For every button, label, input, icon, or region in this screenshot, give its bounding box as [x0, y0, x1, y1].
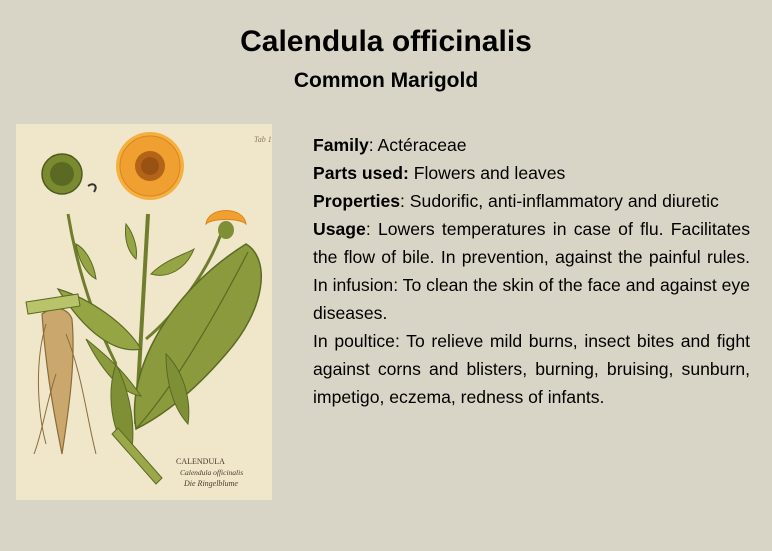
page-subtitle: Common Marigold — [293, 69, 479, 92]
properties-value: : Sudorific, anti-inflammatory and diuretic — [400, 191, 719, 211]
properties-line — [313, 187, 750, 215]
properties-label: Properties — [313, 191, 401, 211]
parts-value: Flowers and leaves — [408, 163, 566, 183]
parts-line — [313, 159, 750, 187]
family-label: Family — [313, 135, 369, 155]
botanical-illustration — [16, 124, 272, 500]
poultice-line: In poultice: To relieve mild burns, insect bites and fight against corns and blisters, burning, bruising, sunburn, impetigo, eczema, redness of infants. — [313, 331, 750, 407]
caption-genus: CALENDULA — [176, 457, 225, 466]
usage-value: : Lowers temperatures in case of flu. Facilitates the flow of bile. In prevention, against the painful rules. In infusion: To clean the skin of the face and against eye diseases. — [313, 219, 750, 323]
page-title: Calendula officinalis — [240, 25, 532, 58]
plate-number: Tab 1 — [254, 135, 272, 144]
parts-label: Parts used: — [313, 163, 409, 183]
caption-species: Calendula officinalis — [180, 468, 244, 477]
plant-details — [313, 131, 750, 411]
family-value: : Actéraceae — [368, 135, 467, 155]
usage-label: Usage — [313, 219, 366, 239]
caption-common-name: Die Ringelblume — [184, 479, 238, 488]
family-line — [313, 131, 750, 159]
usage-line — [313, 215, 750, 327]
